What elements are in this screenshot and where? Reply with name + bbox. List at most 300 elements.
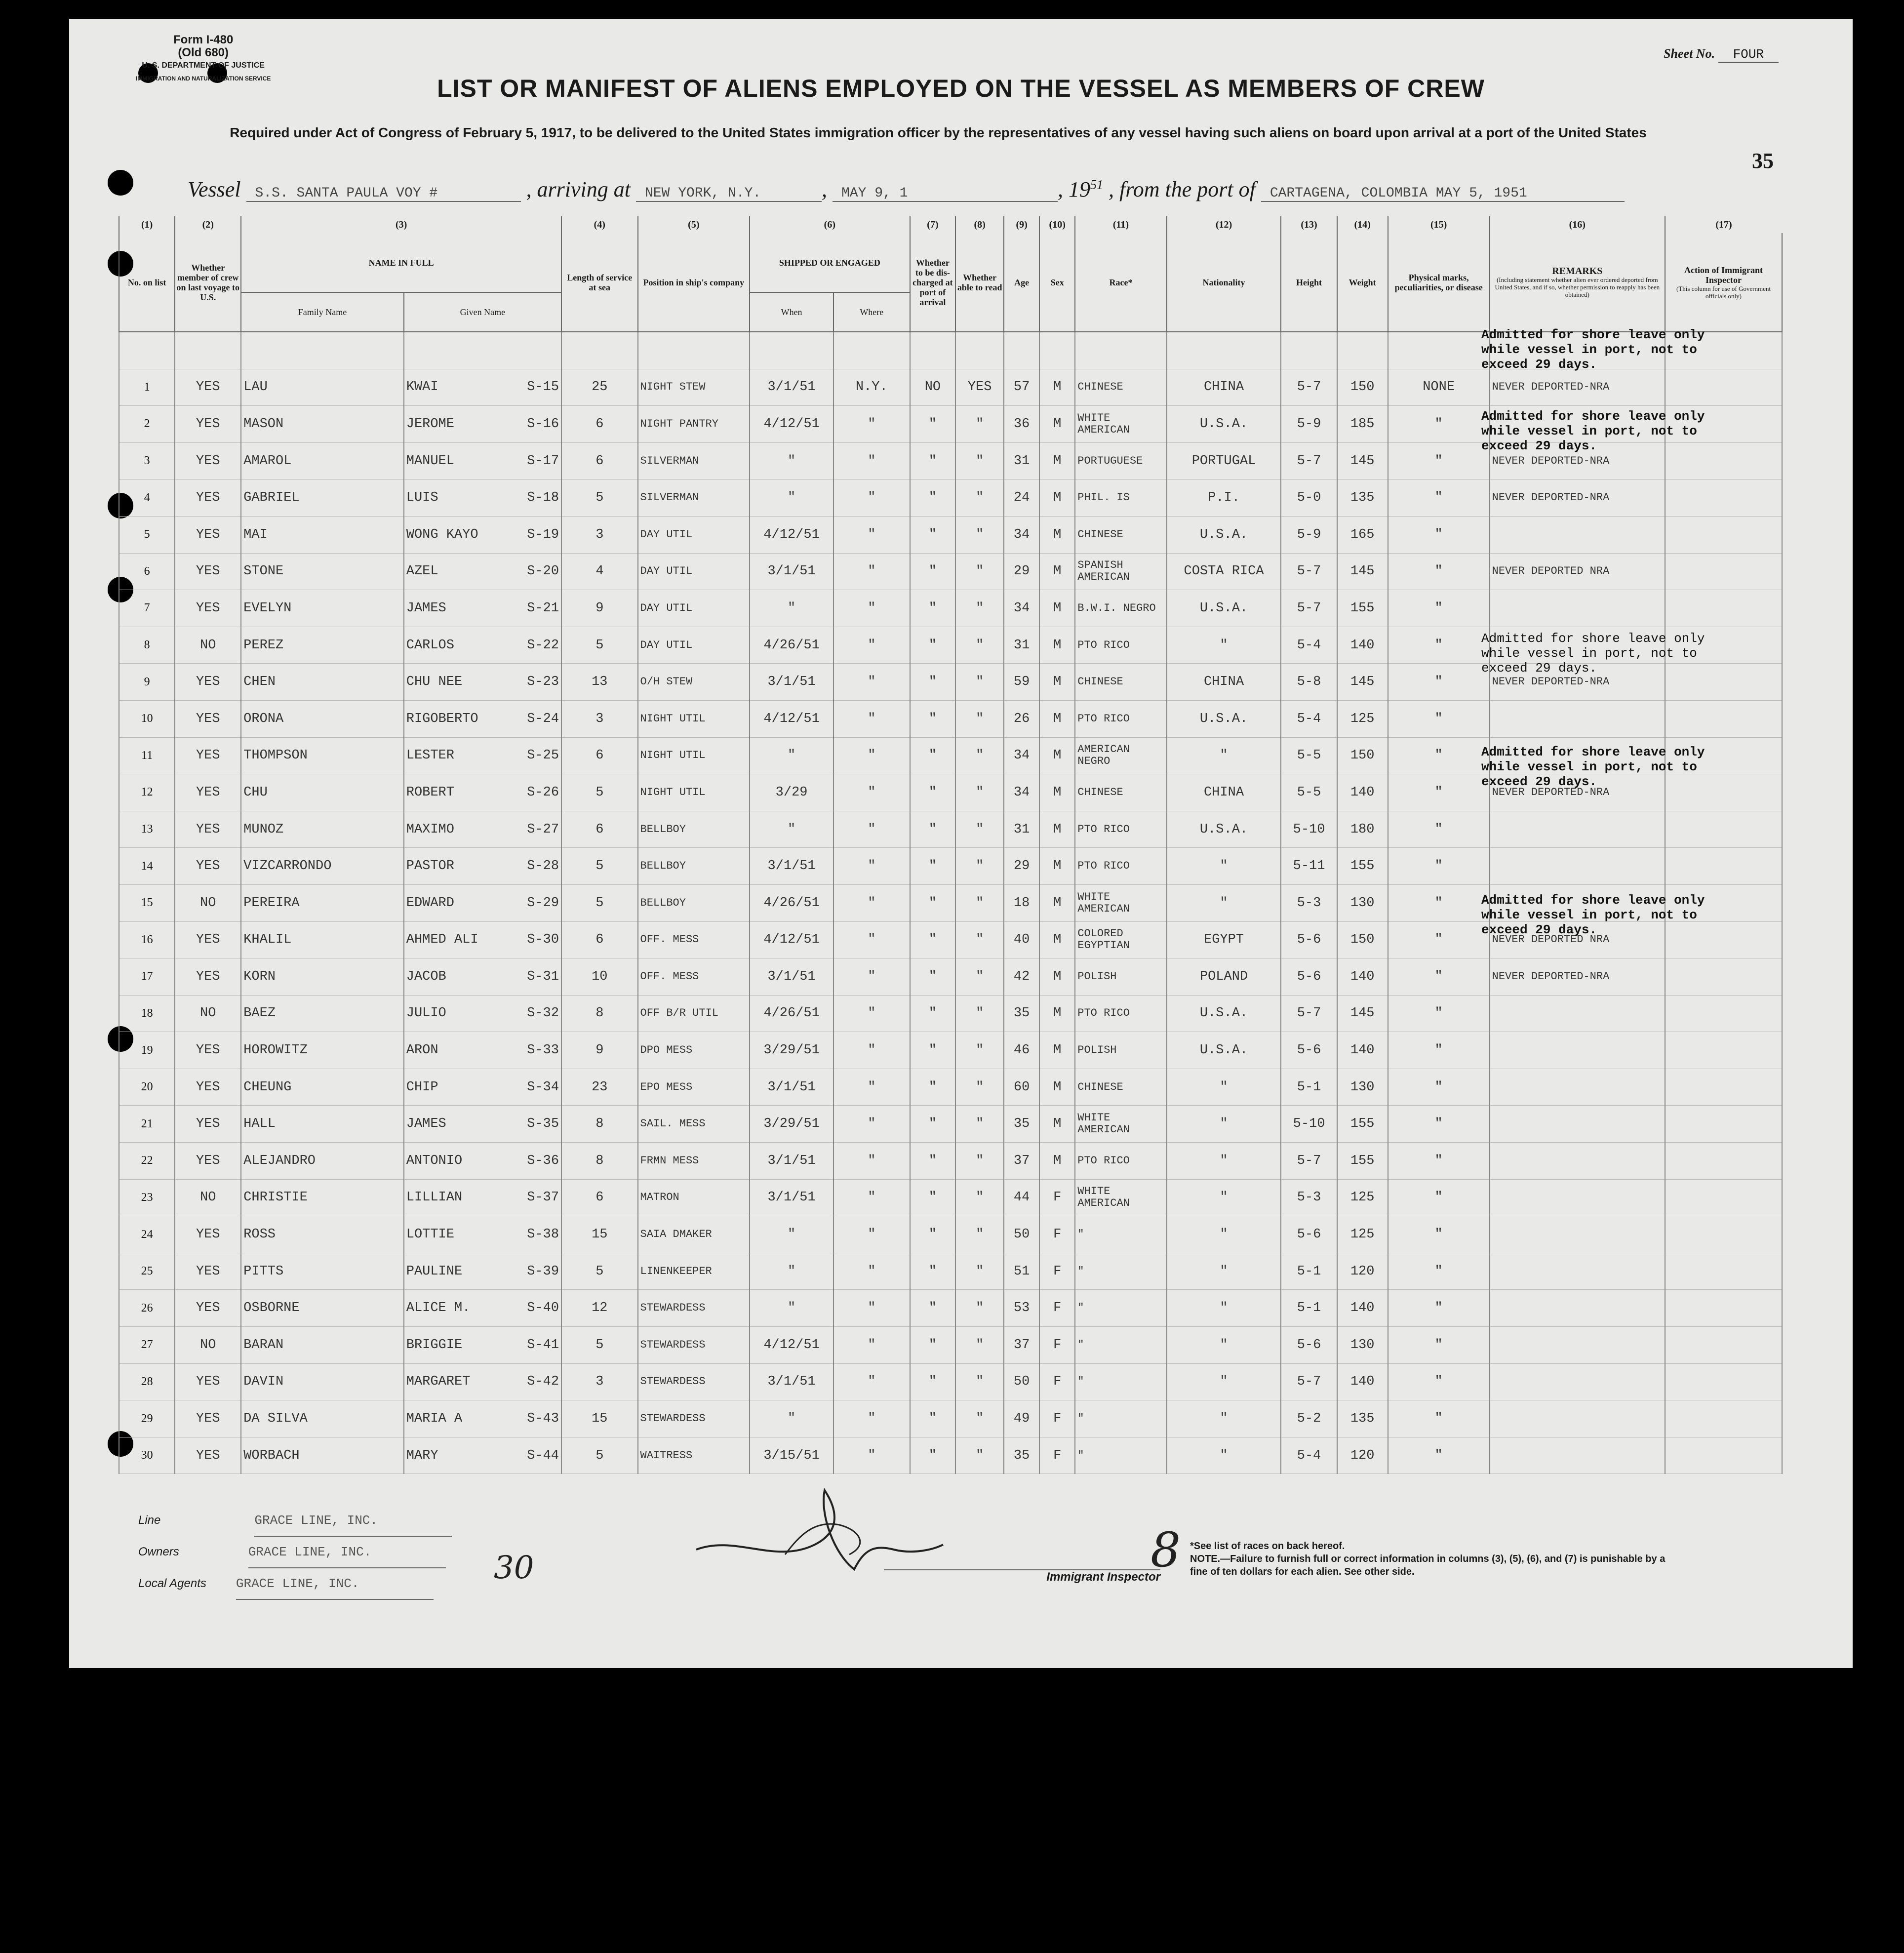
cell-row-number: 21 (119, 1106, 175, 1143)
cell-age: 50 (1004, 1216, 1039, 1253)
header-shipped: SHIPPED OR ENGAGED (750, 233, 910, 292)
cell-age: 35 (1004, 1106, 1039, 1143)
cell-shipped-when: " (750, 1216, 833, 1253)
cell-race: " (1075, 1363, 1166, 1400)
cell-member-value: YES (175, 1032, 241, 1069)
cell-given-name: JAMES S-21 (404, 590, 561, 627)
cell-sex: M (1039, 590, 1075, 627)
punch-hole (108, 170, 133, 196)
cell-family-name: THOMPSON (241, 737, 404, 774)
cell-shipped-where: " (833, 406, 910, 443)
cell-remarks (1490, 1290, 1665, 1327)
cell-able-to-read: " (955, 516, 1004, 553)
cell-sex: M (1039, 1032, 1075, 1069)
cell-nationality: " (1167, 1143, 1281, 1180)
cell-member-value: YES (175, 848, 241, 885)
cell-nationality: " (1167, 1106, 1281, 1143)
footer-line: Line GRACE LINE, INC. (138, 1505, 452, 1537)
cell-given-name: JEROME S-16 (404, 406, 561, 443)
cell-member-value: NO (175, 995, 241, 1032)
seaman-id: S-34 (527, 1079, 559, 1095)
cell-age: 50 (1004, 1363, 1039, 1400)
cell-family-name: PITTS (241, 1253, 404, 1290)
cell-member-value: YES (175, 1363, 241, 1400)
cell-weight: 130 (1337, 1069, 1388, 1106)
cell-age: 34 (1004, 590, 1039, 627)
cell-weight: 145 (1337, 553, 1388, 590)
cell-sex: M (1039, 995, 1075, 1032)
cell-position: DAY UTIL (638, 590, 750, 627)
cell-height: 5-2 (1281, 1400, 1337, 1437)
cell-sex: M (1039, 1106, 1075, 1143)
header-height: Height (1281, 233, 1337, 332)
cell-given-name: PAULINE S-39 (404, 1253, 561, 1290)
table-row (119, 958, 1782, 996)
cell-physical-marks: " (1388, 1437, 1490, 1474)
header-read: Whether able to read (955, 233, 1004, 332)
col-num: (2) (175, 216, 241, 233)
cell-given-name: MANUEL S-17 (404, 442, 561, 479)
cell-member-value: YES (175, 590, 241, 627)
cell-height: 5-6 (1281, 921, 1337, 958)
cell-member-value: YES (175, 1253, 241, 1290)
cell-given-name: CHU NEE S-23 (404, 664, 561, 701)
cell-weight: 140 (1337, 1032, 1388, 1069)
cell-given-name: RIGOBERTO S-24 (404, 700, 561, 737)
cell-weight: 135 (1337, 479, 1388, 517)
cell-row-number: 14 (119, 848, 175, 885)
cell-family-name: KHALIL (241, 921, 404, 958)
header-member: Whether member of crew on last voyage to U.S. (175, 233, 241, 332)
cell-able-to-read: " (955, 1437, 1004, 1474)
cell-row-number: 4 (119, 479, 175, 517)
cell-sex: F (1039, 1179, 1075, 1216)
cell-member-value: YES (175, 516, 241, 553)
cell-race: PTO RICO (1075, 995, 1166, 1032)
cell-age: 40 (1004, 921, 1039, 958)
cell-race: CHINESE (1075, 774, 1166, 811)
cell-remarks: NEVER DEPORTED-NRA (1490, 442, 1665, 479)
cell-race: PHIL. IS (1075, 479, 1166, 517)
cell-race: " (1075, 1253, 1166, 1290)
cell-service-length: 5 (561, 774, 637, 811)
cell-height: 5-7 (1281, 995, 1337, 1032)
vessel-line: Vessel S.S. SANTA PAULA VOY # , arriving at NEW YORK, N.Y. , MAY 9, 1 , $19^{51}$ , from the port of CARTAGENA, COLOMBIA MAY 5, 1951 (188, 177, 1669, 202)
cell-physical-marks: " (1388, 1216, 1490, 1253)
cell-row-number: 1 (119, 369, 175, 406)
seaman-id: S-21 (527, 600, 559, 616)
cell-remarks (1490, 848, 1665, 885)
cell-sex: M (1039, 811, 1075, 848)
cell-able-to-read: " (955, 1363, 1004, 1400)
cell-physical-marks: " (1388, 1400, 1490, 1437)
table-row (119, 1216, 1782, 1253)
cell-discharged: " (910, 958, 956, 996)
cell-nationality: CHINA (1167, 369, 1281, 406)
cell-race: WHITE AMERICAN (1075, 884, 1166, 921)
cell-action (1665, 1179, 1782, 1216)
cell-row-number: 20 (119, 1069, 175, 1106)
cell-nationality: U.S.A. (1167, 590, 1281, 627)
cell-sex: M (1039, 664, 1075, 701)
cell-age: 44 (1004, 1179, 1039, 1216)
cell-position: STEWARDESS (638, 1290, 750, 1327)
cell-height: 5-8 (1281, 664, 1337, 701)
cell-given-name: JAMES S-35 (404, 1106, 561, 1143)
cell-position: OFF B/R UTIL (638, 995, 750, 1032)
cell-race: " (1075, 1327, 1166, 1364)
seaman-id: S-24 (527, 711, 559, 726)
col-num: (14) (1337, 216, 1388, 233)
col-num: (10) (1039, 216, 1075, 233)
cell-action (1665, 995, 1782, 1032)
seaman-id: S-15 (527, 380, 559, 395)
cell-nationality: PORTUGAL (1167, 442, 1281, 479)
cell-remarks (1490, 1253, 1665, 1290)
cell-shipped-where: " (833, 1253, 910, 1290)
cell-nationality: U.S.A. (1167, 516, 1281, 553)
cell-action (1665, 1363, 1782, 1400)
cell-able-to-read: " (955, 1179, 1004, 1216)
cell-remarks (1490, 516, 1665, 553)
cell-action (1665, 1290, 1782, 1327)
arrival-port: NEW YORK, N.Y. (636, 186, 822, 202)
departure-port: CARTAGENA, COLOMBIA MAY 5, 1951 (1261, 186, 1625, 202)
cell-height: 5-5 (1281, 737, 1337, 774)
col-num: (7) (910, 216, 956, 233)
cell-action (1665, 1216, 1782, 1253)
cell-row-number: 25 (119, 1253, 175, 1290)
cell-service-length: 6 (561, 811, 637, 848)
cell-family-name: CHRISTIE (241, 1179, 404, 1216)
cell-discharged: " (910, 1290, 956, 1327)
cell-row-number: 7 (119, 590, 175, 627)
cell-member-value: NO (175, 1179, 241, 1216)
cell-race: PTO RICO (1075, 1143, 1166, 1180)
cell-shipped-where: " (833, 921, 910, 958)
cell-shipped-where: " (833, 1400, 910, 1437)
cell-member-value: YES (175, 811, 241, 848)
cell-family-name: GABRIEL (241, 479, 404, 517)
cell-height: 5-4 (1281, 700, 1337, 737)
col-num: (17) (1665, 216, 1782, 233)
cell-age: 31 (1004, 627, 1039, 664)
cell-discharged: " (910, 553, 956, 590)
cell-row-number: 2 (119, 406, 175, 443)
cell-discharged: " (910, 1143, 956, 1180)
cell-service-length: 9 (561, 1032, 637, 1069)
cell-discharged: " (910, 442, 956, 479)
cell-position: WAITRESS (638, 1437, 750, 1474)
cell-nationality: " (1167, 1069, 1281, 1106)
cell-service-length: 5 (561, 479, 637, 517)
cell-age: 60 (1004, 1069, 1039, 1106)
cell-member-value: YES (175, 1143, 241, 1180)
cell-discharged: " (910, 1253, 956, 1290)
cell-shipped-where: N.Y. (833, 369, 910, 406)
cell-discharged: " (910, 995, 956, 1032)
cell-action (1665, 958, 1782, 996)
cell-sex: M (1039, 848, 1075, 885)
cell-age: 35 (1004, 995, 1039, 1032)
cell-member-value: NO (175, 884, 241, 921)
cell-service-length: 5 (561, 1437, 637, 1474)
cell-nationality: " (1167, 848, 1281, 885)
cell-remarks: NEVER DEPORTED-NRA (1490, 369, 1665, 406)
cell-height: 5-0 (1281, 479, 1337, 517)
cell-family-name: BARAN (241, 1327, 404, 1364)
cell-family-name: KORN (241, 958, 404, 996)
cell-position: LINENKEEPER (638, 1253, 750, 1290)
cell-discharged: " (910, 700, 956, 737)
header-given-name: Given Name (404, 292, 561, 332)
cell-weight: 125 (1337, 1216, 1388, 1253)
cell-family-name: MUNOZ (241, 811, 404, 848)
col-num: (15) (1388, 216, 1490, 233)
cell-sex: M (1039, 369, 1075, 406)
cell-weight: 155 (1337, 590, 1388, 627)
cell-nationality: U.S.A. (1167, 700, 1281, 737)
cell-service-length: 6 (561, 737, 637, 774)
cell-nationality: U.S.A. (1167, 811, 1281, 848)
cell-physical-marks: " (1388, 1143, 1490, 1180)
cell-nationality: " (1167, 1400, 1281, 1437)
page-title: LIST OR MANIFEST OF ALIENS EMPLOYED ON THE VESSEL AS MEMBERS OF CREW (437, 75, 1485, 102)
cell-given-name: MARIA A S-43 (404, 1400, 561, 1437)
col-num: (5) (638, 216, 750, 233)
cell-service-length: 6 (561, 406, 637, 443)
cell-service-length: 13 (561, 664, 637, 701)
cell-able-to-read: " (955, 553, 1004, 590)
shore-leave-stamp: Admitted for shore leave only while vessel in port, not to exceed 29 days. (1481, 409, 1705, 453)
cell-service-length: 23 (561, 1069, 637, 1106)
cell-discharged: " (910, 406, 956, 443)
cell-family-name: PEREIRA (241, 884, 404, 921)
cell-sex: M (1039, 700, 1075, 737)
cell-service-length: 5 (561, 1327, 637, 1364)
cell-remarks: NEVER DEPORTED NRA (1490, 921, 1665, 958)
table-row (119, 479, 1782, 517)
cell-family-name: AMAROL (241, 442, 404, 479)
table-row (119, 1363, 1782, 1400)
seaman-id: S-33 (527, 1043, 559, 1058)
cell-shipped-where: " (833, 590, 910, 627)
cell-shipped-when: 4/12/51 (750, 406, 833, 443)
cell-discharged: NO (910, 369, 956, 406)
cell-shipped-when: " (750, 590, 833, 627)
cell-able-to-read: " (955, 995, 1004, 1032)
cell-position: NIGHT UTIL (638, 700, 750, 737)
crew-manifest-table (119, 216, 1783, 1474)
cell-action (1665, 1032, 1782, 1069)
table-row (119, 1253, 1782, 1290)
cell-weight: 125 (1337, 1179, 1388, 1216)
vessel-name: S.S. SANTA PAULA VOY # (246, 186, 521, 202)
cell-shipped-where: " (833, 1106, 910, 1143)
cell-race: " (1075, 1290, 1166, 1327)
cell-member-value: YES (175, 700, 241, 737)
table-row (119, 516, 1782, 553)
cell-sex: M (1039, 737, 1075, 774)
cell-sex: M (1039, 921, 1075, 958)
cell-remarks (1490, 1069, 1665, 1106)
cell-row-number: 9 (119, 664, 175, 701)
cell-service-length: 6 (561, 921, 637, 958)
cell-member-value: YES (175, 553, 241, 590)
cell-sex: F (1039, 1216, 1075, 1253)
cell-given-name: ANTONIO S-36 (404, 1143, 561, 1180)
cell-family-name: WORBACH (241, 1437, 404, 1474)
cell-race: PORTUGUESE (1075, 442, 1166, 479)
cell-able-to-read: " (955, 848, 1004, 885)
cell-member-value: YES (175, 664, 241, 701)
cell-age: 24 (1004, 479, 1039, 517)
cell-action (1665, 811, 1782, 848)
col-num: (16) (1490, 216, 1665, 233)
cell-race: AMERICAN NEGRO (1075, 737, 1166, 774)
cell-height: 5-7 (1281, 590, 1337, 627)
cell-given-name: LOTTIE S-38 (404, 1216, 561, 1253)
cell-discharged: " (910, 1363, 956, 1400)
header-nationality: Nationality (1167, 233, 1281, 332)
col-num: (13) (1281, 216, 1337, 233)
cell-shipped-where: " (833, 1069, 910, 1106)
cell-discharged: " (910, 516, 956, 553)
inspector-signature (637, 1475, 983, 1584)
cell-family-name: CHEN (241, 664, 404, 701)
cell-position: STEWARDESS (638, 1363, 750, 1400)
cell-shipped-where: " (833, 516, 910, 553)
cell-service-length: 8 (561, 995, 637, 1032)
cell-shipped-when: " (750, 1253, 833, 1290)
cell-position: DAY UTIL (638, 627, 750, 664)
cell-remarks: NEVER DEPORTED-NRA (1490, 774, 1665, 811)
cell-physical-marks: " (1388, 700, 1490, 737)
cell-able-to-read: " (955, 406, 1004, 443)
col-num: (9) (1004, 216, 1039, 233)
cell-shipped-when: " (750, 737, 833, 774)
cell-family-name: BAEZ (241, 995, 404, 1032)
cell-shipped-where: " (833, 553, 910, 590)
cell-remarks (1490, 1437, 1665, 1474)
shore-leave-stamp: Admitted for shore leave only while vessel in port, not to exceed 29 days. (1481, 327, 1705, 372)
cell-race: PTO RICO (1075, 848, 1166, 885)
cell-shipped-where: " (833, 1327, 910, 1364)
cell-shipped-when: 4/12/51 (750, 921, 833, 958)
cell-row-number: 3 (119, 442, 175, 479)
cell-row-number: 11 (119, 737, 175, 774)
cell-nationality: " (1167, 1216, 1281, 1253)
cell-action (1665, 516, 1782, 553)
header-position: Position in ship's company (638, 233, 750, 332)
cell-physical-marks: " (1388, 1327, 1490, 1364)
cell-sex: M (1039, 627, 1075, 664)
cell-physical-marks: " (1388, 664, 1490, 701)
cell-weight: 130 (1337, 1327, 1388, 1364)
cell-position: BELLBOY (638, 811, 750, 848)
cell-service-length: 15 (561, 1216, 637, 1253)
cell-age: 35 (1004, 1437, 1039, 1474)
col-num: (8) (955, 216, 1004, 233)
cell-shipped-when: " (750, 479, 833, 517)
seaman-id: S-44 (527, 1448, 559, 1463)
cell-position: NIGHT STEW (638, 369, 750, 406)
cell-shipped-where: " (833, 479, 910, 517)
cell-member-value: YES (175, 442, 241, 479)
cell-action (1665, 590, 1782, 627)
cell-position: DAY UTIL (638, 553, 750, 590)
cell-position: BELLBOY (638, 848, 750, 885)
seaman-id: S-42 (527, 1374, 559, 1390)
manifest-sheet (69, 19, 1853, 1668)
cell-physical-marks: " (1388, 774, 1490, 811)
cell-service-length: 5 (561, 884, 637, 921)
cell-position: OFF. MESS (638, 958, 750, 996)
cell-race: CHINESE (1075, 369, 1166, 406)
seaman-id: S-19 (527, 527, 559, 542)
cell-remarks: NEVER DEPORTED-NRA (1490, 664, 1665, 701)
col-num: (11) (1075, 216, 1166, 233)
cell-family-name: CHEUNG (241, 1069, 404, 1106)
cell-position: EPO MESS (638, 1069, 750, 1106)
cell-nationality: " (1167, 1363, 1281, 1400)
cell-discharged: " (910, 664, 956, 701)
cell-remarks (1490, 1327, 1665, 1364)
cell-age: 51 (1004, 1253, 1039, 1290)
col-num: (3) (241, 216, 561, 233)
cell-given-name: KWAI S-15 (404, 369, 561, 406)
seaman-id: S-40 (527, 1301, 559, 1316)
cell-shipped-where: " (833, 1032, 910, 1069)
cell-shipped-where: " (833, 1290, 910, 1327)
cell-weight: 140 (1337, 1363, 1388, 1400)
cell-given-name: EDWARD S-29 (404, 884, 561, 921)
cell-sex: M (1039, 406, 1075, 443)
cell-nationality: " (1167, 1179, 1281, 1216)
cell-race: PTO RICO (1075, 811, 1166, 848)
cell-able-to-read: " (955, 811, 1004, 848)
cell-height: 5-9 (1281, 406, 1337, 443)
cell-weight: 155 (1337, 1106, 1388, 1143)
cell-given-name: LUIS S-18 (404, 479, 561, 517)
cell-remarks (1490, 1216, 1665, 1253)
table-row (119, 369, 1782, 406)
header-remarks: REMARKS (Including statement whether alien ever ordered deported from United States, and if so, whether permission to reapply has been obtained) (1490, 233, 1665, 332)
seaman-id: S-22 (527, 638, 559, 653)
cell-member-value: YES (175, 1400, 241, 1437)
cell-member-value: YES (175, 774, 241, 811)
cell-sex: M (1039, 1069, 1075, 1106)
cell-nationality: POLAND (1167, 958, 1281, 996)
cell-nationality: U.S.A. (1167, 995, 1281, 1032)
cell-shipped-when: 3/1/51 (750, 1069, 833, 1106)
cell-age: 31 (1004, 442, 1039, 479)
cell-family-name: LAU (241, 369, 404, 406)
cell-shipped-when: 4/26/51 (750, 884, 833, 921)
cell-discharged: " (910, 1216, 956, 1253)
cell-able-to-read: " (955, 479, 1004, 517)
sheet-value: FOUR (1718, 47, 1779, 63)
cell-member-value: YES (175, 1437, 241, 1474)
cell-action (1665, 848, 1782, 885)
cell-family-name: ALEJANDRO (241, 1143, 404, 1180)
cell-nationality: " (1167, 1253, 1281, 1290)
cell-nationality: U.S.A. (1167, 406, 1281, 443)
cell-shipped-when: 4/12/51 (750, 1327, 833, 1364)
cell-physical-marks: " (1388, 627, 1490, 664)
cell-action (1665, 369, 1782, 406)
cell-height: 5-6 (1281, 1216, 1337, 1253)
